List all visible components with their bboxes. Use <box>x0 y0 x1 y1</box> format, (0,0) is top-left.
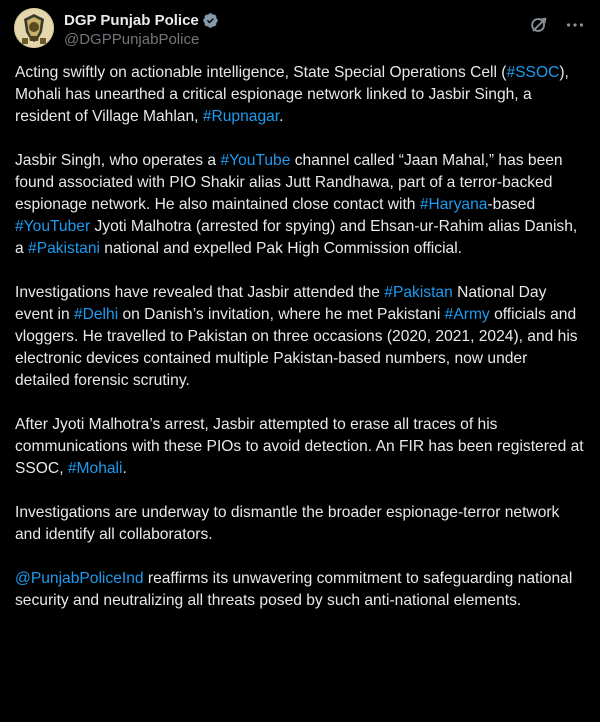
post-paragraph-5 <box>15 502 585 546</box>
post-paragraph-6 <box>15 568 585 612</box>
hashtag-ssoc[interactable]: #SSOC <box>506 64 560 81</box>
hashtag-delhi[interactable]: #Delhi <box>73 306 119 323</box>
text-span: officials and vloggers. He travelled to Pakistan on three occasions (2020, 2021, 2024), and his electronic devices contained multiple Pakistan-based numbers, now under detailed forensic scrutiny. <box>15 306 578 389</box>
text-span: Investigations have revealed that Jasbir attended the <box>15 284 385 301</box>
hashtag-rupnagar[interactable]: #Rupnagar <box>202 108 280 125</box>
hashtag-army[interactable]: #Army <box>444 306 490 323</box>
hashtag-pakistani[interactable]: #Pakistani <box>28 240 100 257</box>
post-text <box>15 62 585 612</box>
hashtag-youtube[interactable]: #YouTube <box>220 152 291 169</box>
post-paragraph-1 <box>15 62 585 128</box>
more-options-icon[interactable] <box>564 14 586 36</box>
text-span: national and expelled Pak High Commission official. <box>99 240 462 257</box>
post-paragraph-3 <box>15 282 585 392</box>
text-span: Acting swiftly on actionable intelligence, State Special Operations Cell ( <box>15 64 507 81</box>
post-paragraph-4 <box>15 414 585 480</box>
police-crest-avatar-icon <box>14 8 54 48</box>
author-info <box>64 10 219 49</box>
text-span: . <box>122 460 127 477</box>
text-span: Investigations are underway to dismantle the broader espionage-terror network and identify all collaborators. <box>15 504 560 543</box>
verified-badge-icon[interactable] <box>202 12 219 29</box>
avatar[interactable] <box>14 8 54 48</box>
hashtag-haryana[interactable]: #Haryana <box>419 196 488 213</box>
text-span: After Jyoti Malhotra’s arrest, Jasbir attempted to erase all traces of his communications with these PIOs to avoid detection. An FIR has been registered at SSOC, <box>15 416 584 477</box>
hashtag-youtuber[interactable]: #YouTuber <box>15 218 91 235</box>
text-span: National Day event in <box>15 284 547 323</box>
text-span: channel called “Jaan Mahal,” has been found associated with PIO Shakir alias Jutt Randhawa, part of a terror-backed espionage network. He also maintained close contact with <box>15 152 563 213</box>
text-span: Jasbir Singh, who operates a <box>15 152 221 169</box>
text-span: -based <box>487 196 536 213</box>
hashtag-pakistan[interactable]: #Pakistan <box>384 284 453 301</box>
display-name[interactable]: DGP Punjab Police <box>64 11 199 29</box>
grok-icon[interactable] <box>528 14 550 36</box>
hashtag-mohali[interactable]: #Mohali <box>67 460 123 477</box>
text-span: ), Mohali has unearthed a critical espionage network linked to Jasbir Singh, a resident of Village Mahlan, <box>15 64 569 125</box>
mention-punjabpoliceind[interactable]: @PunjabPoliceInd <box>15 570 144 587</box>
text-span: on Danish’s invitation, where he met Pakistani <box>118 306 445 323</box>
text-span: Jyoti Malhotra (arrested for spying) and Ehsan-ur-Rahim alias Danish, a <box>15 218 578 257</box>
text-span: reaffirms its unwavering commitment to safeguarding national security and neutralizing all threats posed by such anti-national elements. <box>15 570 573 609</box>
post-header <box>14 8 586 52</box>
author-handle[interactable]: @DGPPunjabPolice <box>64 31 200 48</box>
header-actions <box>528 14 586 36</box>
post-paragraph-2 <box>15 150 585 260</box>
text-span: . <box>279 108 284 125</box>
